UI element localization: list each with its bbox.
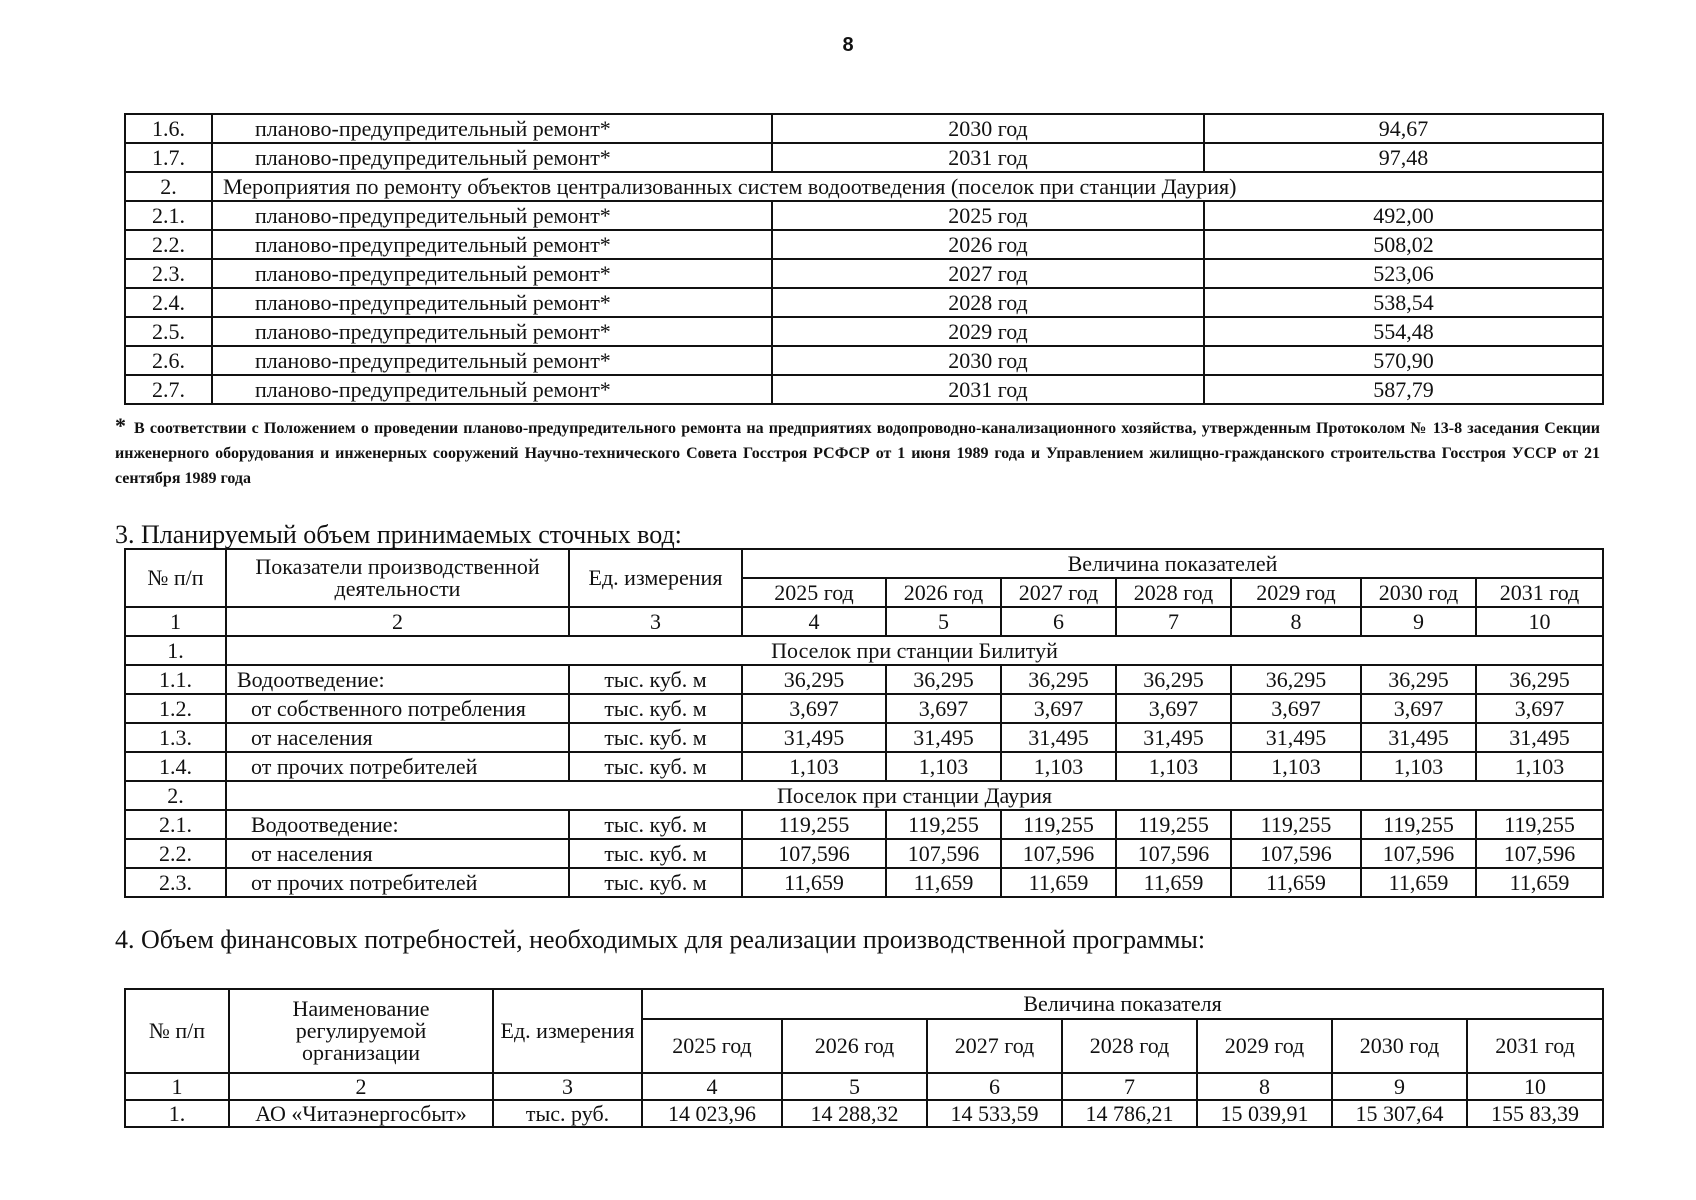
row-number: 2.3.	[125, 868, 226, 897]
value-cell: 119,255	[1361, 810, 1476, 839]
row-number: 2.4.	[125, 288, 212, 317]
unit-cell: тыс. куб. м	[569, 839, 742, 868]
row-number: 2.6.	[125, 346, 212, 375]
financial-needs-table	[124, 988, 1604, 1128]
value-cell: 119,255	[1116, 810, 1231, 839]
column-number: 5	[886, 607, 1001, 636]
group-title: Поселок при станции Билитуй	[226, 636, 1603, 665]
value-cell: 36,295	[1476, 665, 1603, 694]
row-number: 1.2.	[125, 694, 226, 723]
page-number: 8	[842, 34, 854, 56]
value-cell: 31,495	[886, 723, 1001, 752]
group-title: Поселок при станции Даурия	[226, 781, 1603, 810]
value-cell: 554,48	[1204, 317, 1603, 346]
group-number: 1.	[125, 636, 226, 665]
value-cell: 36,295	[886, 665, 1001, 694]
column-number: 6	[1001, 607, 1116, 636]
header-year: 2028 год	[1116, 578, 1231, 607]
column-number: 9	[1361, 607, 1476, 636]
header-num: № п/п	[125, 549, 226, 607]
column-number: 3	[493, 1073, 642, 1100]
activity-name: планово-предупредительный ремонт*	[212, 346, 772, 375]
activity-name: планово-предупредительный ремонт*	[212, 201, 772, 230]
header-values-group: Величина показателей	[742, 549, 1603, 578]
group-number: 2.	[125, 781, 226, 810]
value-cell: 155 83,39	[1467, 1100, 1603, 1127]
table-row	[125, 1100, 1603, 1127]
indicator-name: Водоотведение:	[226, 665, 569, 694]
column-number: 2	[229, 1073, 493, 1100]
indicator-name: от собственного потребления	[226, 694, 569, 723]
value-cell: 119,255	[1476, 810, 1603, 839]
value-cell: 11,659	[1001, 868, 1116, 897]
unit-cell: тыс. куб. м	[569, 868, 742, 897]
value-cell: 119,255	[742, 810, 886, 839]
header-unit: Ед. измерения	[569, 549, 742, 607]
value-cell: 11,659	[1476, 868, 1603, 897]
value-cell: 1,103	[1001, 752, 1116, 781]
column-number: 8	[1197, 1073, 1332, 1100]
value-cell: 11,659	[1231, 868, 1361, 897]
value-cell: 587,79	[1204, 375, 1603, 404]
activity-name: планово-предупредительный ремонт*	[212, 375, 772, 404]
unit-cell: тыс. куб. м	[569, 752, 742, 781]
table-row	[125, 143, 1603, 172]
value-cell: 3,697	[1231, 694, 1361, 723]
indicator-name: от прочих потребителей	[226, 752, 569, 781]
column-number: 6	[927, 1073, 1062, 1100]
column-number: 10	[1467, 1073, 1603, 1100]
value-cell: 119,255	[1231, 810, 1361, 839]
table-row	[125, 259, 1603, 288]
activity-name: планово-предупредительный ремонт*	[212, 317, 772, 346]
header-year: 2028 год	[1062, 1019, 1197, 1073]
row-number: 2.1.	[125, 201, 212, 230]
unit-cell: тыс. куб. м	[569, 810, 742, 839]
unit-cell: тыс. куб. м	[569, 694, 742, 723]
year-cell: 2030 год	[772, 114, 1204, 143]
value-cell: 31,495	[1116, 723, 1231, 752]
column-number: 9	[1332, 1073, 1467, 1100]
table-row	[125, 752, 1603, 781]
year-cell: 2027 год	[772, 259, 1204, 288]
table-row	[125, 375, 1603, 404]
value-cell: 15 039,91	[1197, 1100, 1332, 1127]
row-number: 1.	[125, 1100, 229, 1127]
table-row	[125, 230, 1603, 259]
value-cell: 11,659	[1116, 868, 1231, 897]
year-cell: 2026 год	[772, 230, 1204, 259]
activity-name: планово-предупредительный ремонт*	[212, 259, 772, 288]
year-cell: 2030 год	[772, 346, 1204, 375]
row-number: 1.4.	[125, 752, 226, 781]
value-cell: 14 533,59	[927, 1100, 1062, 1127]
column-number: 5	[782, 1073, 927, 1100]
value-cell: 31,495	[1231, 723, 1361, 752]
indicator-name: от населения	[226, 723, 569, 752]
value-cell: 107,596	[1361, 839, 1476, 868]
footnote	[115, 413, 1600, 491]
value-cell: 523,06	[1204, 259, 1603, 288]
column-number: 3	[569, 607, 742, 636]
value-cell: 3,697	[1116, 694, 1231, 723]
unit-cell: тыс. куб. м	[569, 665, 742, 694]
value-cell: 107,596	[1116, 839, 1231, 868]
table-row	[125, 694, 1603, 723]
row-number: 2.3.	[125, 259, 212, 288]
table-row	[125, 839, 1603, 868]
row-number: 1.3.	[125, 723, 226, 752]
table-row	[125, 346, 1603, 375]
header-year: 2025 год	[742, 578, 886, 607]
value-cell: 119,255	[886, 810, 1001, 839]
value-cell: 119,255	[1001, 810, 1116, 839]
organization-name: АО «Читаэнергосбыт»	[229, 1100, 493, 1127]
indicator-name: Водоотведение:	[226, 810, 569, 839]
value-cell: 107,596	[886, 839, 1001, 868]
row-number: 2.2.	[125, 230, 212, 259]
year-cell: 2028 год	[772, 288, 1204, 317]
row-number: 1.1.	[125, 665, 226, 694]
activity-name: планово-предупредительный ремонт*	[212, 230, 772, 259]
year-cell: 2031 год	[772, 375, 1204, 404]
value-cell: 570,90	[1204, 346, 1603, 375]
value-cell: 31,495	[1001, 723, 1116, 752]
value-cell: 107,596	[1476, 839, 1603, 868]
table-row	[125, 317, 1603, 346]
value-cell: 508,02	[1204, 230, 1603, 259]
value-cell: 14 288,32	[782, 1100, 927, 1127]
column-number: 8	[1231, 607, 1361, 636]
column-number: 4	[642, 1073, 782, 1100]
header-org: Наименование регулируемой организации	[229, 989, 493, 1073]
value-cell: 11,659	[886, 868, 1001, 897]
table-row	[125, 201, 1603, 230]
row-number: 2.2.	[125, 839, 226, 868]
activity-name: планово-предупредительный ремонт*	[212, 143, 772, 172]
value-cell: 107,596	[1231, 839, 1361, 868]
row-number: 2.7.	[125, 375, 212, 404]
unit-cell: тыс. руб.	[493, 1100, 642, 1127]
value-cell: 36,295	[1361, 665, 1476, 694]
header-year: 2029 год	[1197, 1019, 1332, 1073]
value-cell: 36,295	[1231, 665, 1361, 694]
footnote-star: *	[115, 413, 126, 438]
year-cell: 2031 год	[772, 143, 1204, 172]
indicator-name: от прочих потребителей	[226, 868, 569, 897]
row-number: 2.	[125, 172, 212, 201]
value-cell: 11,659	[1361, 868, 1476, 897]
value-cell: 107,596	[742, 839, 886, 868]
value-cell: 31,495	[1361, 723, 1476, 752]
group-row	[125, 781, 1603, 810]
repair-schedule-table	[124, 113, 1604, 405]
header-year: 2030 год	[1332, 1019, 1467, 1073]
header-values-group: Величина показателя	[642, 989, 1603, 1019]
value-cell: 1,103	[1361, 752, 1476, 781]
value-cell: 36,295	[742, 665, 886, 694]
activity-name: планово-предупредительный ремонт*	[212, 114, 772, 143]
value-cell: 36,295	[1001, 665, 1116, 694]
header-indicator: Показатели производственной деятельности	[226, 549, 569, 607]
header-year: 2026 год	[886, 578, 1001, 607]
table-row	[125, 114, 1603, 143]
section-3-heading: 3. Планируемый объем принимаемых сточных вод:	[115, 520, 682, 549]
value-cell: 107,596	[1001, 839, 1116, 868]
section-title: Мероприятия по ремонту объектов централизованных систем водоотведения (поселок при станции Даурия)	[212, 172, 1603, 201]
header-year: 2027 год	[1001, 578, 1116, 607]
column-number: 4	[742, 607, 886, 636]
column-number: 2	[226, 607, 569, 636]
unit-cell: тыс. куб. м	[569, 723, 742, 752]
value-cell: 14 786,21	[1062, 1100, 1197, 1127]
value-cell: 31,495	[1476, 723, 1603, 752]
value-cell: 36,295	[1116, 665, 1231, 694]
wastewater-volume-table	[124, 548, 1604, 898]
column-number: 1	[125, 1073, 229, 1100]
table-row	[125, 172, 1603, 201]
value-cell: 31,495	[742, 723, 886, 752]
header-year: 2027 год	[927, 1019, 1062, 1073]
value-cell: 492,00	[1204, 201, 1603, 230]
header-year: 2026 год	[782, 1019, 927, 1073]
row-number: 1.6.	[125, 114, 212, 143]
value-cell: 3,697	[886, 694, 1001, 723]
table-row	[125, 868, 1603, 897]
value-cell: 14 023,96	[642, 1100, 782, 1127]
value-cell: 94,67	[1204, 114, 1603, 143]
value-cell: 11,659	[742, 868, 886, 897]
value-cell: 538,54	[1204, 288, 1603, 317]
header-year: 2031 год	[1467, 1019, 1603, 1073]
column-number: 7	[1062, 1073, 1197, 1100]
row-number: 2.5.	[125, 317, 212, 346]
header-year: 2031 год	[1476, 578, 1603, 607]
value-cell: 1,103	[1116, 752, 1231, 781]
table-row	[125, 810, 1603, 839]
group-row	[125, 636, 1603, 665]
activity-name: планово-предупредительный ремонт*	[212, 288, 772, 317]
year-cell: 2025 год	[772, 201, 1204, 230]
table-row	[125, 723, 1603, 752]
header-year: 2029 год	[1231, 578, 1361, 607]
header-year: 2030 год	[1361, 578, 1476, 607]
column-number: 7	[1116, 607, 1231, 636]
row-number: 2.1.	[125, 810, 226, 839]
header-year: 2025 год	[642, 1019, 782, 1073]
value-cell: 15 307,64	[1332, 1100, 1467, 1127]
value-cell: 1,103	[742, 752, 886, 781]
section-4-heading: 4. Объем финансовых потребностей, необходимых для реализации производственной программы:	[115, 925, 1206, 954]
value-cell: 3,697	[1476, 694, 1603, 723]
table-row	[125, 665, 1603, 694]
header-unit: Ед. измерения	[493, 989, 642, 1073]
footnote-text: В соответствии с Положением о проведении планово-предупредительного ремонта на предприятиях водопроводно-канализационного хозяйства, утвержденным Протоколом № 13-8 заседания Секции инженерного оборудования и инженерных сооружений Научно-технического Совета Госстроя РСФСР от 1 июня 1989 года и Управлением жилищно-гражданского строительства Госстроя УССР от 21 сентября 1989 года	[115, 420, 1600, 487]
column-number: 10	[1476, 607, 1603, 636]
value-cell: 3,697	[742, 694, 886, 723]
row-number: 1.7.	[125, 143, 212, 172]
header-num: № п/п	[125, 989, 229, 1073]
indicator-name: от населения	[226, 839, 569, 868]
value-cell: 1,103	[1231, 752, 1361, 781]
value-cell: 3,697	[1361, 694, 1476, 723]
value-cell: 97,48	[1204, 143, 1603, 172]
table-row	[125, 288, 1603, 317]
value-cell: 1,103	[1476, 752, 1603, 781]
column-number: 1	[125, 607, 226, 636]
value-cell: 3,697	[1001, 694, 1116, 723]
value-cell: 1,103	[886, 752, 1001, 781]
year-cell: 2029 год	[772, 317, 1204, 346]
